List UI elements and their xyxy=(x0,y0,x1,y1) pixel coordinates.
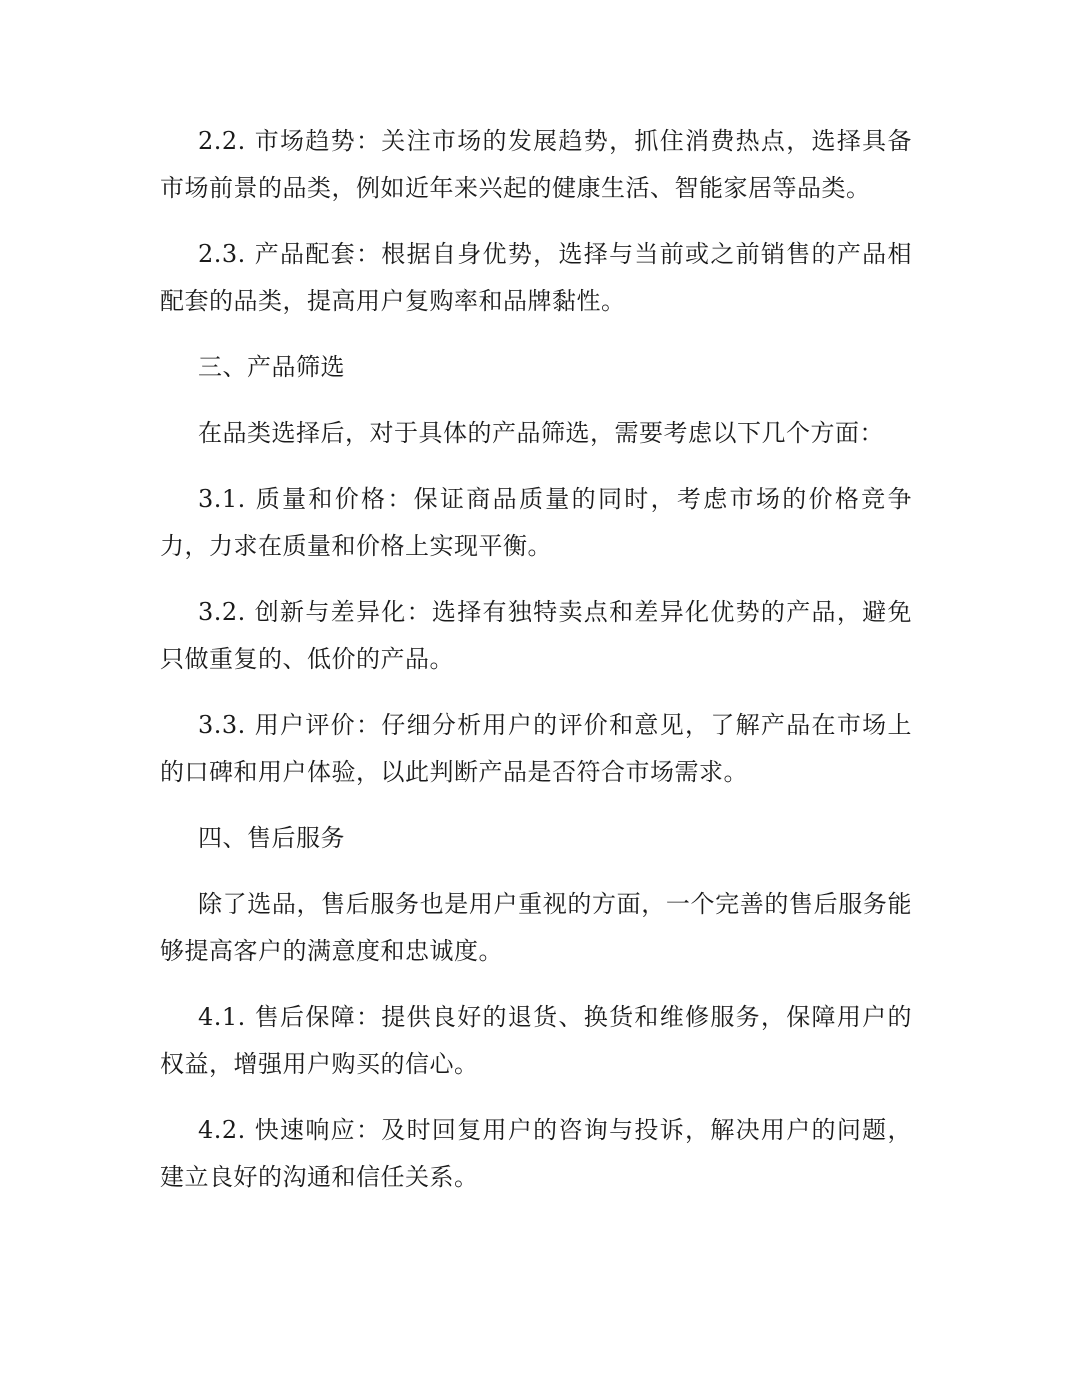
paragraph-3-intro: 在品类选择后，对于具体的产品筛选，需要考虑以下几个方面： xyxy=(198,419,884,447)
paragraph-2-3: 2.3. 产品配套：根据自身优势，选择与当前或之前销售的产品相配套的品类，提高用户复购率和品牌黏性。 xyxy=(160,240,912,315)
section-heading-4: 四、售后服务 xyxy=(198,824,345,852)
paragraph-3-2: 3.2. 创新与差异化：选择有独特卖点和差异化优势的产品，避免只做重复的、低价的产品。 xyxy=(160,598,912,673)
paragraph-2-2: 2.2. 市场趋势：关注市场的发展趋势，抓住消费热点，选择具备市场前景的品类，例如近年来兴起的健康生活、智能家居等品类。 xyxy=(160,127,912,202)
paragraph-4-1: 4.1. 售后保障：提供良好的退货、换货和维修服务，保障用户的权益，增强用户购买的信心。 xyxy=(160,1003,912,1078)
paragraph-3-3: 3.3. 用户评价：仔细分析用户的评价和意见，了解产品在市场上的口碑和用户体验，以此判断产品是否符合市场需求。 xyxy=(160,711,912,786)
section-heading-3: 三、产品筛选 xyxy=(198,353,345,381)
document-body xyxy=(160,118,912,1220)
paragraph-4-2: 4.2. 快速响应：及时回复用户的咨询与投诉，解决用户的问题，建立良好的沟通和信任关系。 xyxy=(160,1116,912,1191)
paragraph-4-intro: 除了选品，售后服务也是用户重视的方面，一个完善的售后服务能够提高客户的满意度和忠诚度。 xyxy=(160,890,912,965)
paragraph-3-1: 3.1. 质量和价格：保证商品质量的同时，考虑市场的价格竞争力，力求在质量和价格上实现平衡。 xyxy=(160,485,912,560)
